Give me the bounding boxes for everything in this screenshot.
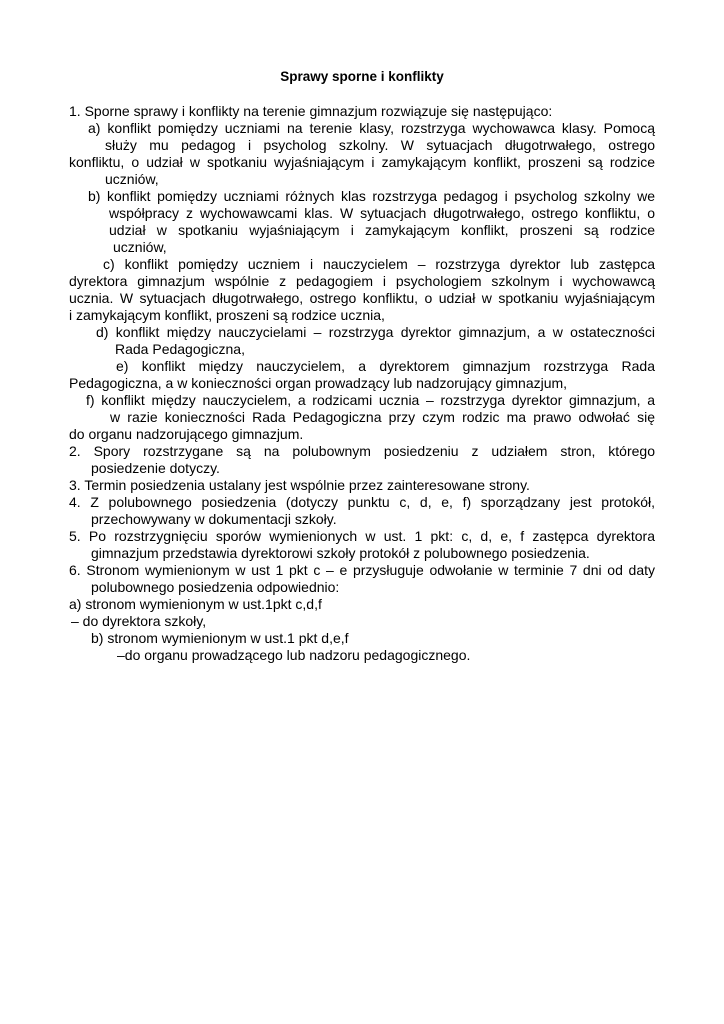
text-line: i zamykającym konflikt, proszeni są rodzice ucznia, — [69, 307, 385, 323]
text-line: konfliktu, o udział w spotkaniu wyjaśniającym i zamykającym konflikt, proszeni są rodzice — [69, 154, 655, 170]
text-line: polubownego posiedzenia odpowiednio: — [91, 579, 340, 595]
text-line: –do organu prowadzącego lub nadzoru pedagogicznego. — [117, 647, 471, 663]
text-line: a) stronom wymienionym w ust.1pkt c,d,f — [69, 596, 322, 612]
text-line: d) konflikt między nauczycielami – rozstrzyga dyrektor gimnazjum, a w ostateczności — [96, 324, 655, 340]
text-line: 6. Stronom wymienionym w ust 1 pkt c – e przysługuje odwołanie w terminie 7 dni od daty — [69, 562, 655, 578]
text-line: – do dyrektora szkoły, — [71, 613, 207, 629]
text-line: a) konflikt pomiędzy uczniami na terenie klasy, rozstrzyga wychowawca klasy. Pomocą — [88, 120, 655, 136]
text-line: udział w spotkaniu wyjaśniającym i zamykającym konflikt, proszeni są rodzice — [109, 222, 655, 238]
text-line: c) konflikt pomiędzy uczniem i nauczycielem – rozstrzyga dyrektor lub zastępca — [103, 256, 655, 272]
text-line: współpracy z wychowawcami klas. W sytuacjach długotrwałego, ostrego konfliktu, o — [109, 205, 655, 221]
text-line: gimnazjum przedstawia dyrektorowi szkoły protokół z polubownego posiedzenia. — [91, 545, 590, 561]
text-line: e) konflikt między nauczycielem, a dyrektorem gimnazjum rozstrzyga Rada — [116, 358, 655, 374]
text-line: w razie konieczności Rada Pedagogiczna przy czym rodzic ma prawo odwołać się — [110, 409, 655, 425]
document-title: Sprawy sporne i konflikty — [280, 69, 444, 84]
text-line: f) konflikt między nauczycielem, a rodzicami ucznia – rozstrzyga dyrektor gimnazjum, a — [86, 392, 655, 408]
text-line: uczniów, — [105, 171, 159, 187]
text-line: ucznia. W sytuacjach długotrwałego, ostrego konfliktu, o udział w spotkaniu wyjaśniającym — [69, 290, 655, 306]
text-line: 5. Po rozstrzygnięciu sporów wymienionych w ust. 1 pkt: c, d, e, f zastępca dyrektora — [69, 528, 655, 544]
text-line: przechowywany w dokumentacji szkoły. — [91, 511, 337, 527]
text-line: Pedagogiczna, a w konieczności organ prowadzący lub nadzorujący gimnazjum, — [69, 375, 568, 391]
text-line: posiedzenie dotyczy. — [91, 460, 220, 476]
text-line: do organu nadzorującego gimnazjum. — [69, 426, 304, 442]
text-line: 4. Z polubownego posiedzenia (dotyczy punktu c, d, e, f) sporządzany jest protokół, — [69, 494, 655, 510]
text-line: Rada Pedagogiczna, — [115, 341, 245, 357]
text-line: 3. Termin posiedzenia ustalany jest wspólnie przez zainteresowane strony. — [69, 477, 530, 493]
text-line: służy mu pedagog i psycholog szkolny. W sytuacjach długotrwałego, ostrego — [105, 137, 655, 153]
text-line: uczniów, — [113, 239, 167, 255]
text-line: dyrektora gimnazjum wspólnie z pedagogiem i psychologiem szkolnym i wychowawcą — [69, 273, 655, 289]
text-line: b) konflikt pomiędzy uczniami różnych klas rozstrzyga pedagog i psycholog szkolny we — [88, 188, 655, 204]
text-line: 2. Spory rozstrzygane są na polubownym posiedzeniu z udziałem stron, którego — [69, 443, 655, 459]
text-line: b) stronom wymienionym w ust.1 pkt d,e,f — [91, 630, 349, 646]
text-line: 1. Sporne sprawy i konflikty na terenie gimnazjum rozwiązuje się następująco: — [69, 103, 553, 119]
